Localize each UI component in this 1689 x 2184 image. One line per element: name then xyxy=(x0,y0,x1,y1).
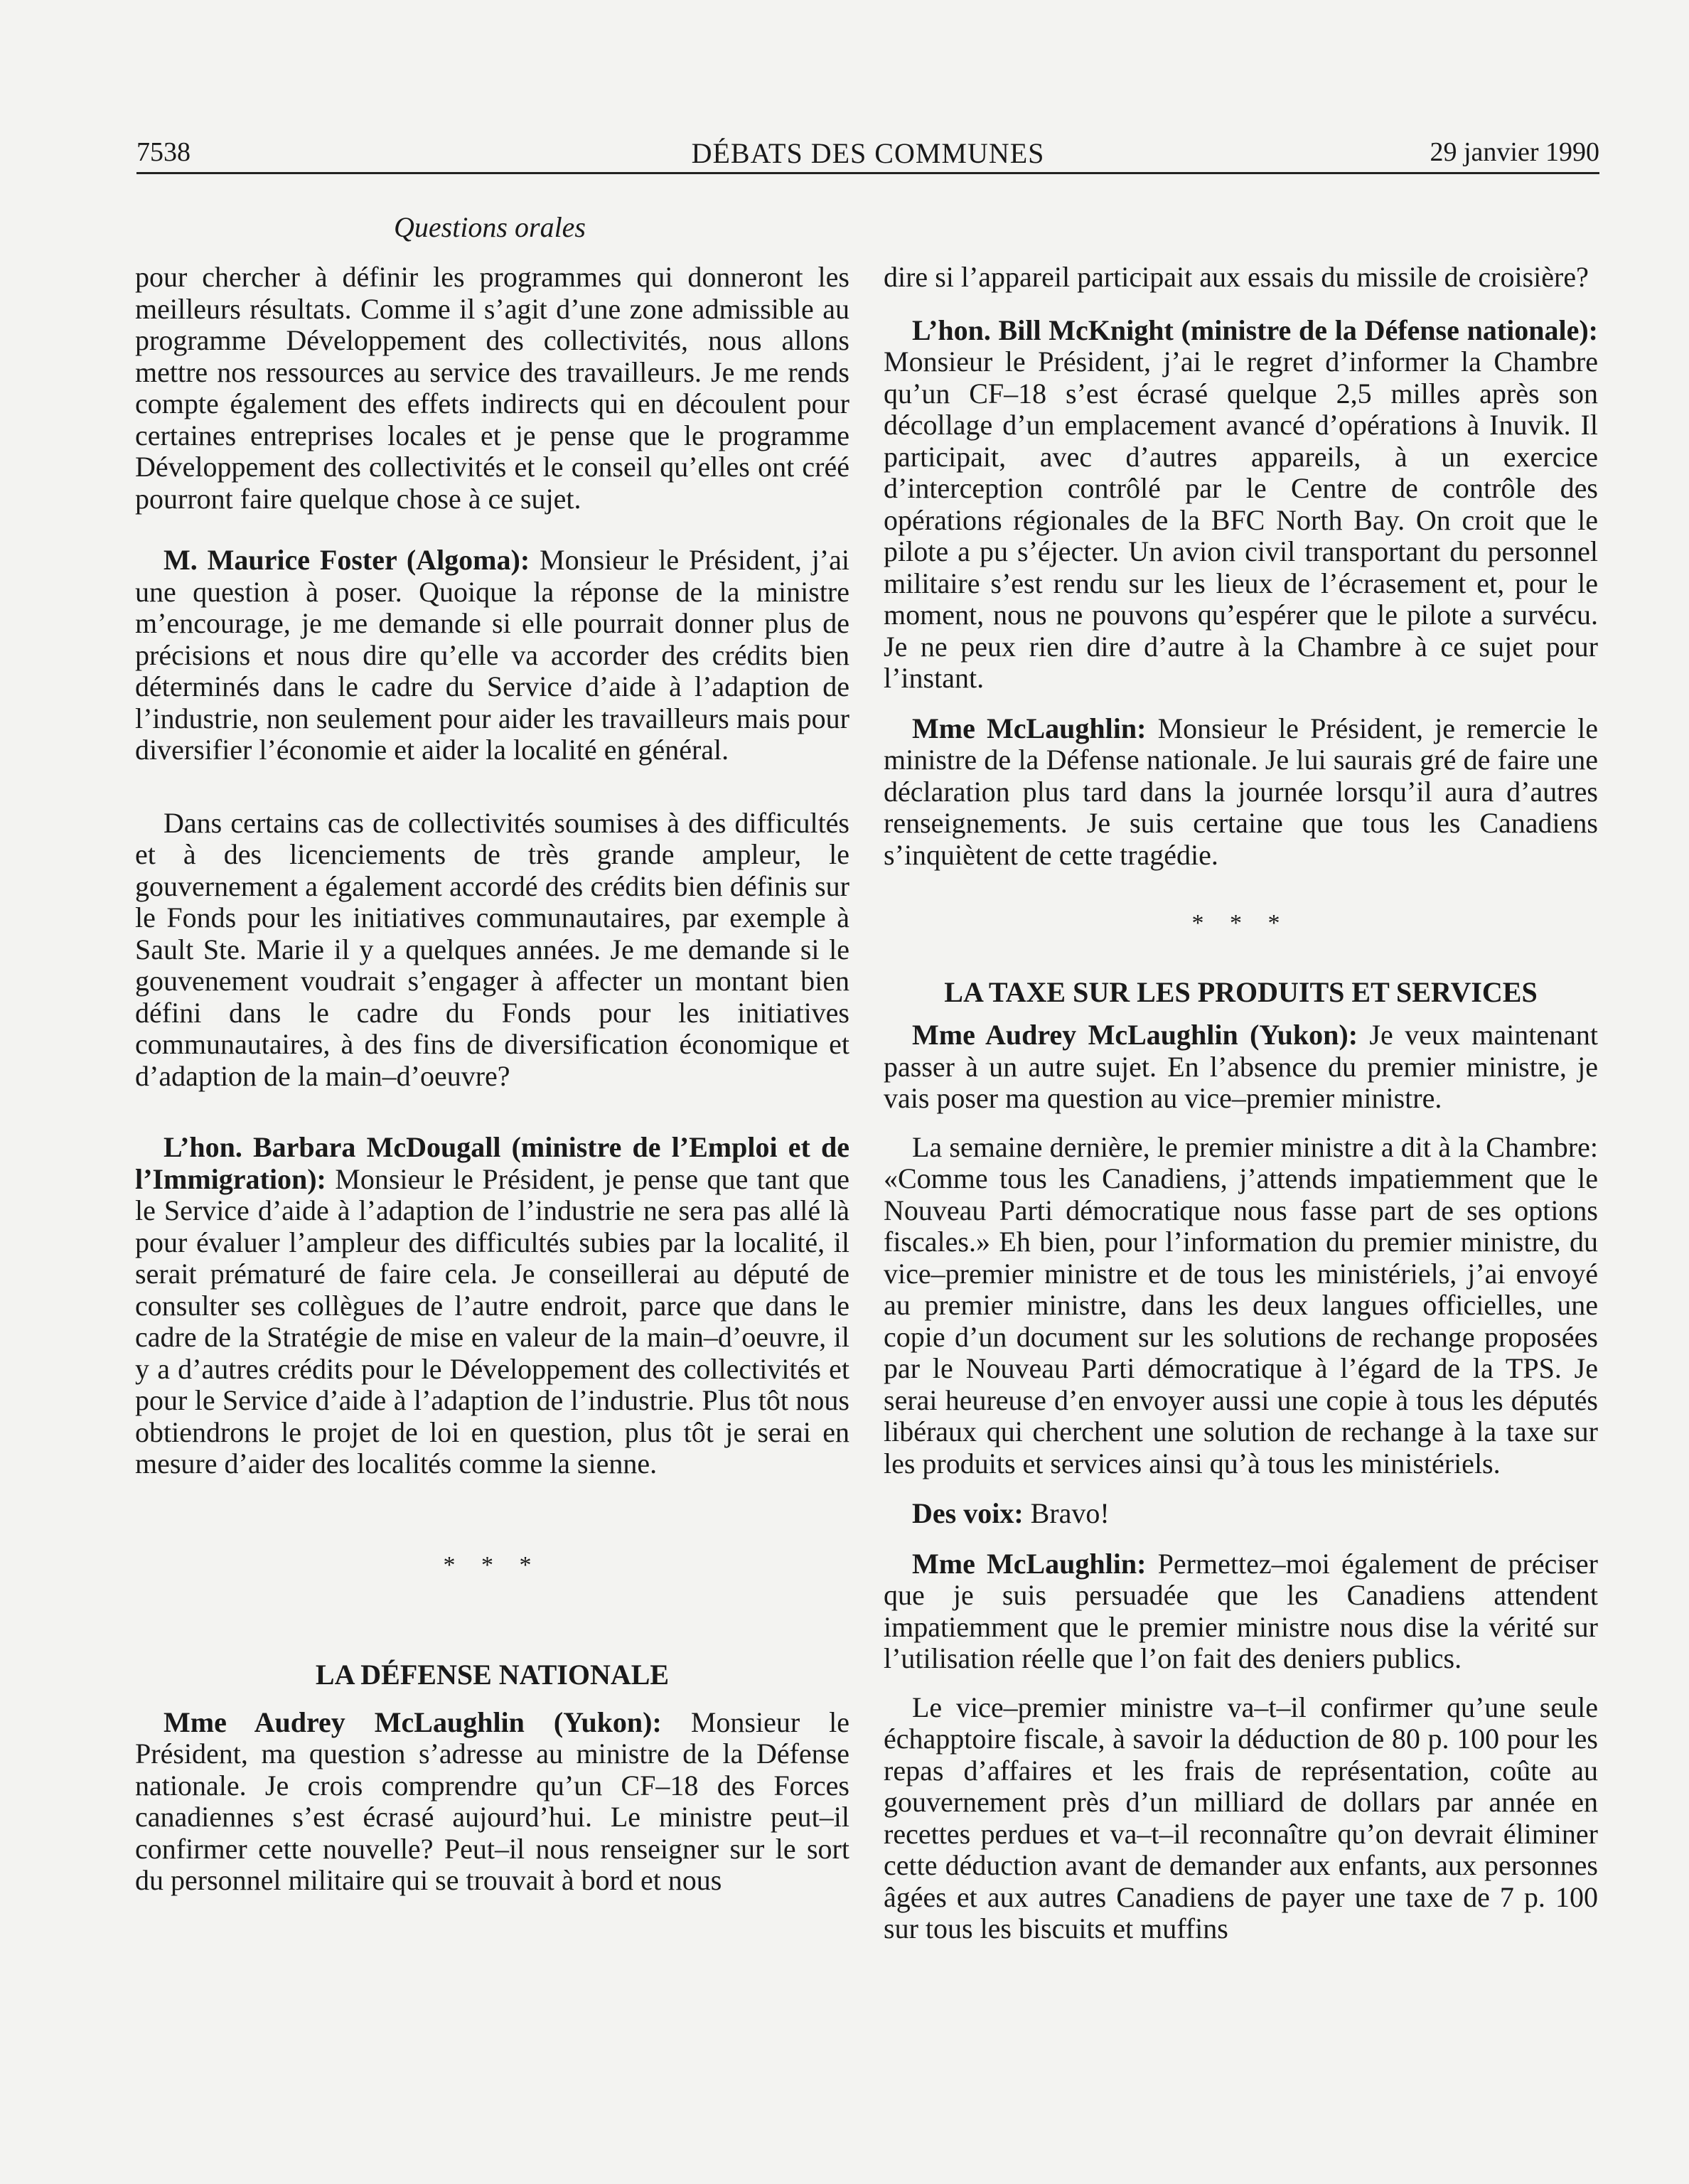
speaker-name: Mme Audrey McLaughlin (Yukon): xyxy=(163,1706,662,1738)
speaker-name: M. Maurice Foster (Algoma): xyxy=(163,544,530,576)
paragraph: pour chercher à définir les programmes qui donneront les meilleurs résultats. Comme il s’agit d’une zone admissible au programme Développement des collectivités, nous allons mettre nos ressources au service des travailleurs. Je me rends compte également des effets indirects qui en découlent pour certaines entreprises locales et je pense que le programme Développement des collectivités et le conseil qu’elles ont créé pourront faire quelque chose à ce sujet. xyxy=(135,261,849,515)
speaker-name: Mme McLaughlin: xyxy=(912,1547,1147,1580)
paragraph: La semaine dernière, le premier ministre a dit à la Chambre: «Comme tous les Canadiens, j’attends impatiemment que le Nouveau Parti démocratique nous fasse part de ses options fiscales.» Eh bien, pour l’information du premier ministre, du vice–premier ministre et de tous les ministériels, j’ai envoyé au premier ministre, dans les deux langues officielles, une copie d’un document sur les solutions de rechange proposées par le Nouveau Parti démocratique à l’égard de la TPS. Je serai heureuse d’en envoyer aussi une copie à tous les députés libéraux qui cherchent une solution de rechange à la taxe sur les produits et services ainsi qu’à tous les ministériels. xyxy=(884,1130,1598,1479)
paragraph xyxy=(135,1132,849,1480)
left-column xyxy=(135,262,849,1897)
section-subheading: Questions orales xyxy=(394,211,586,243)
speech-text: Monsieur le Président, ma question s’adresse au ministre de la Défense nationale. Je crois comprendre qu’un CF–18 des Forces canadiennes s’est écrasé aujourd’hui. Le ministre peut–il confirmer cette nouvelle? Peut–il nous renseigner sur le sort du personnel militaire qui se trouvait à bord et nous xyxy=(135,1706,849,1896)
speech-text: Monsieur le Président, j’ai une question à poser. Quoique la réponse de la ministre m’encourage, je me demande si elle pourrait donner plus de précisions et nous dire qu’elle va accorder des crédits bien déterminés dans le cadre du Service d’aide à l’adaption de l’industrie, non seulement pour aider les travailleurs mais pour diversifier l’économie et aider la localité en général. xyxy=(135,544,849,766)
speaker-name: L’hon. Bill McKnight (ministre de la Défense nationale): xyxy=(912,314,1598,346)
page-header xyxy=(136,136,1599,176)
paragraph xyxy=(884,315,1598,695)
speech-text: Je veux maintenant passer à un autre sujet. En l’absence du premier ministre, je vais poser ma question au vice–premier ministre. xyxy=(884,1019,1598,1114)
header-rule xyxy=(136,172,1599,174)
paragraph: dire si l’appareil participait aux essais du missile de croisière? xyxy=(884,261,1589,293)
publication-title: DÉBATS DES COMMUNES xyxy=(691,137,1045,169)
speech-text: Monsieur le Président, je remercie le ministre de la Défense nationale. Je lui saurais gré de faire une déclaration plus tard dans la journée lorsqu’il aura d’autres renseignements. Je suis certaine que tous les Canadiens s’inquiètent de cette tragédie. xyxy=(884,712,1598,871)
paragraph xyxy=(135,1707,849,1897)
paragraph xyxy=(884,1498,1598,1530)
speaker-name: L’hon. Barbara McDougall (ministre de l’Emploi et de l’Immigration): xyxy=(135,1131,849,1195)
speech-text: Monsieur le Président, j’ai le regret d’informer la Chambre qu’un CF–18 s’est écrasé quelque 2,5 milles après son décollage d’un emplacement avancé d’opérations à Inuvik. Il participait, avec d’autres appareils, à un exercice d’interception contrôlé par le Centre de contrôle des opérations régionales de la BFC North Bay. On croit que le pilote a pu s’éjecter. Un avion civil transportant du personnel militaire s’est rendu sur les lieux de l’écrasement et, pour le moment, nous ne pouvons qu’espérer que le pilote a survécu. Je ne peux rien dire d’autre à la Chambre à ce sujet pour l’instant. xyxy=(884,346,1598,694)
page-date: 29 janvier 1990 xyxy=(1430,137,1599,167)
speech-text: Bravo! xyxy=(1023,1497,1110,1529)
section-separator: * * * xyxy=(1191,910,1290,936)
paragraph: Dans certains cas de collectivités soumises à des difficultés et à des licenciements de très grande ampleur, le gouvernement a également accordé des crédits bien définis sur le Fonds pour les initiatives communautaires, par exemple à Sault Ste. Marie il y a quelques années. Je me demande si le gouvenement voudrait s’engager à affecter un montant bien défini dans le cadre du Fonds pour les initiatives communautaires, à des fins de diversification économique et d’adaption de la main–d’oeuvre? xyxy=(135,806,849,1092)
speaker-name: Mme McLaughlin: xyxy=(912,712,1147,744)
speech-text: Permettez–moi également de préciser que je suis persuadée que les Canadiens attendent impatiemment que le premier ministre nous dise la vérité sur l’utilisation réelle que l’on fait des deniers publics. xyxy=(884,1547,1598,1674)
right-column xyxy=(884,262,1598,1945)
speaker-name: Mme Audrey McLaughlin (Yukon): xyxy=(912,1019,1358,1051)
paragraph xyxy=(884,713,1598,872)
paragraph xyxy=(884,1548,1598,1675)
section-separator: * * * xyxy=(443,1551,542,1578)
section-heading: LA TAXE SUR LES PRODUITS ET SERVICES xyxy=(944,975,1538,1008)
paragraph xyxy=(135,545,849,766)
section-heading: LA DÉFENSE NATIONALE xyxy=(315,1659,670,1691)
paragraph: Le vice–premier ministre va–t–il confirmer qu’une seule échapptoire fiscale, à savoir la déduction de 80 p. 100 pour les repas d’affaires et les frais de représentation, coûte au gouvernement près d’un milliard de dollars par année en recettes perdues et va–t–il reconnaître qu’on devrait éliminer cette déduction avant de demander aux enfants, aux personnes âgées et aux autres Canadiens de payer une taxe de 7 p. 100 sur tous les biscuits et muffins xyxy=(884,1691,1598,1944)
speaker-name: Des voix: xyxy=(912,1497,1024,1529)
paragraph xyxy=(884,1019,1598,1115)
page-number: 7538 xyxy=(136,137,191,167)
speech-text: Monsieur le Président, je pense que tant que le Service d’aide à l’adaption de l’industrie ne sera pas allé là pour évaluer l’ampleur des difficultés subies par la localité, il serait prématuré de faire cela. Je conseillerai au député de consulter ses collègues de l’autre endroit, parce que dans le cadre de la Stratégie de mise en valeur de la main–d’oeuvre, il y a d’autres crédits pour le Développement des collectivités et pour le Service d’aide à l’adaption de l’industrie. Plus tôt nous obtiendrons le projet de loi en question, plus tôt je serai en mesure d’aider des localités comme la sienne. xyxy=(135,1162,849,1479)
